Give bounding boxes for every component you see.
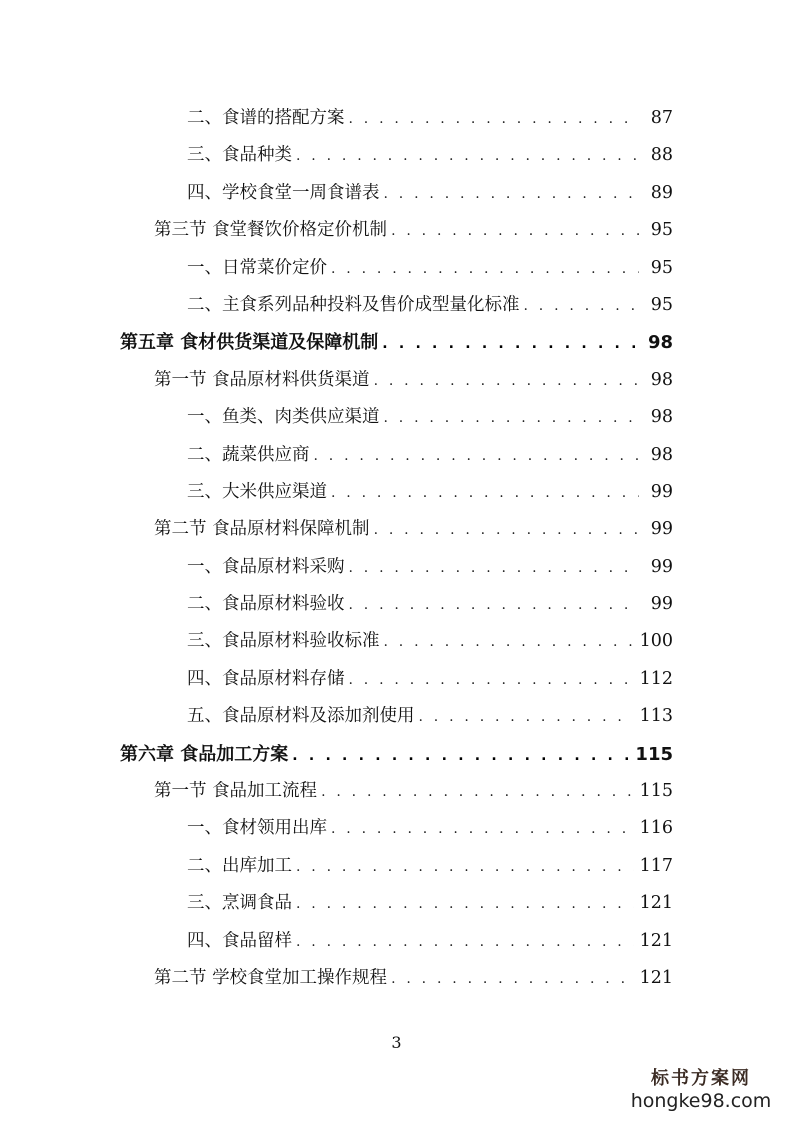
toc-entry-title: 三、大米供应渠道 xyxy=(187,481,327,502)
toc-item-entry[interactable] xyxy=(187,399,673,436)
dot-leader xyxy=(391,961,634,998)
toc-entry-title: 一、日常菜价定价 xyxy=(187,257,327,278)
toc-item-entry[interactable] xyxy=(187,623,673,660)
toc-entry-page-number: 99 xyxy=(650,481,673,502)
toc-entry-page-number: 99 xyxy=(650,519,673,540)
toc-item-entry[interactable] xyxy=(187,848,673,885)
toc-chapter-entry[interactable] xyxy=(120,736,673,773)
toc-entry-page-number: 95 xyxy=(650,257,673,278)
toc-entry-title: 第六章 食品加工方案 xyxy=(120,743,289,765)
toc-section-entry[interactable] xyxy=(154,773,673,810)
watermark xyxy=(621,1064,781,1112)
dot-leader xyxy=(382,326,639,363)
toc-section-entry[interactable] xyxy=(154,960,673,997)
toc-entry-page-number: 89 xyxy=(650,182,673,203)
toc-item-entry[interactable] xyxy=(187,810,673,847)
toc-entry-title: 二、主食系列品种投料及售价成型量化标准 xyxy=(187,294,520,315)
dot-leader xyxy=(292,738,629,775)
toc-entry-title: 四、食品留样 xyxy=(187,930,292,951)
toc-entry-title: 第一节 食品原材料供货渠道 xyxy=(154,369,370,390)
toc-entry-title: 二、食谱的搭配方案 xyxy=(187,108,345,128)
toc-entry-page-number: 99 xyxy=(650,556,673,577)
toc-entry-page-number: 95 xyxy=(650,294,673,315)
watermark-url: hongke98.com xyxy=(630,1090,772,1112)
dot-leader xyxy=(296,924,634,961)
dot-leader xyxy=(296,886,634,923)
toc-entry-page-number: 121 xyxy=(639,930,673,951)
dot-leader xyxy=(349,101,640,138)
toc-entry-page-number: 115 xyxy=(639,781,673,802)
toc-entry-title: 四、学校食堂一周食谱表 xyxy=(187,182,380,203)
dot-leader xyxy=(419,699,634,736)
toc-item-entry[interactable] xyxy=(187,474,673,511)
dot-leader xyxy=(374,363,639,400)
toc-item-entry[interactable] xyxy=(187,100,673,137)
toc-entry-title: 二、出库加工 xyxy=(187,855,292,876)
toc-entry-page-number: 116 xyxy=(639,818,673,839)
toc-entry-title: 第一节 食品加工流程 xyxy=(154,781,318,802)
toc-entry-title: 五、食品原材料及添加剂使用 xyxy=(187,706,415,727)
toc-entry-title: 二、蔬菜供应商 xyxy=(187,444,310,465)
toc-entry-title: 三、食品种类 xyxy=(187,145,292,166)
toc-section-entry[interactable] xyxy=(154,511,673,548)
toc-entry-page-number: 98 xyxy=(650,444,673,465)
toc-entry-page-number: 112 xyxy=(639,668,673,689)
dot-leader xyxy=(314,438,640,475)
toc-entry-title: 第三节 食堂餐饮价格定价机制 xyxy=(154,220,388,241)
toc-item-entry[interactable] xyxy=(187,549,673,586)
toc-item-entry[interactable] xyxy=(187,437,673,474)
toc-entry-page-number: 95 xyxy=(650,220,673,241)
dot-leader xyxy=(331,475,639,512)
dot-leader xyxy=(349,550,640,587)
toc-item-entry[interactable] xyxy=(187,137,673,174)
dot-leader xyxy=(349,662,634,699)
toc-entry-title: 第二节 食品原材料保障机制 xyxy=(154,519,370,540)
toc-entry-page-number: 98 xyxy=(647,332,673,354)
toc-entry-title: 三、食品原材料验收标准 xyxy=(187,631,380,652)
dot-leader xyxy=(331,811,634,848)
toc-entry-page-number: 87 xyxy=(650,108,673,128)
toc-entry-page-number: 117 xyxy=(639,855,673,876)
toc-item-entry[interactable] xyxy=(187,923,673,960)
dot-leader xyxy=(384,176,640,213)
dot-leader xyxy=(374,512,639,549)
toc-entry-page-number: 115 xyxy=(635,743,673,765)
toc-entry-title: 一、鱼类、肉类供应渠道 xyxy=(187,407,380,428)
dot-leader xyxy=(524,288,640,325)
toc-entry-page-number: 99 xyxy=(650,594,673,615)
dot-leader xyxy=(391,213,639,250)
toc-entry-page-number: 100 xyxy=(639,631,673,652)
toc-item-entry[interactable] xyxy=(187,885,673,922)
toc-entry-title: 一、食材领用出库 xyxy=(187,818,327,839)
toc-entry-title: 一、食品原材料采购 xyxy=(187,556,345,577)
toc-item-entry[interactable] xyxy=(187,661,673,698)
toc-section-entry[interactable] xyxy=(154,362,673,399)
toc-item-entry[interactable] xyxy=(187,250,673,287)
dot-leader xyxy=(331,251,639,288)
toc-entry-page-number: 121 xyxy=(639,967,673,988)
toc-entry-page-number: 88 xyxy=(650,145,673,166)
toc-item-entry[interactable] xyxy=(187,287,673,324)
watermark-title: 标书方案网 xyxy=(651,1068,751,1089)
toc-entry-title: 第五章 食材供货渠道及保障机制 xyxy=(120,332,379,354)
toc-entry-title: 四、食品原材料存储 xyxy=(187,668,345,689)
table-of-contents xyxy=(0,100,793,997)
dot-leader xyxy=(321,774,634,811)
toc-section-entry[interactable] xyxy=(154,212,673,249)
toc-entry-page-number: 98 xyxy=(650,407,673,428)
page-number: 3 xyxy=(391,1033,402,1052)
toc-entry-title: 第二节 学校食堂加工操作规程 xyxy=(154,967,388,988)
toc-item-entry[interactable] xyxy=(187,586,673,623)
toc-entry-title: 二、食品原材料验收 xyxy=(187,594,345,615)
toc-entry-page-number: 121 xyxy=(639,893,673,914)
toc-entry-title: 三、烹调食品 xyxy=(187,893,292,914)
dot-leader xyxy=(384,400,640,437)
dot-leader xyxy=(349,587,640,624)
toc-entry-page-number: 113 xyxy=(639,706,673,727)
toc-item-entry[interactable] xyxy=(187,698,673,735)
toc-entry-page-number: 98 xyxy=(650,369,673,390)
toc-chapter-entry[interactable] xyxy=(120,324,673,361)
dot-leader xyxy=(384,624,634,661)
dot-leader xyxy=(296,138,639,175)
toc-item-entry[interactable] xyxy=(187,175,673,212)
dot-leader xyxy=(296,849,634,886)
